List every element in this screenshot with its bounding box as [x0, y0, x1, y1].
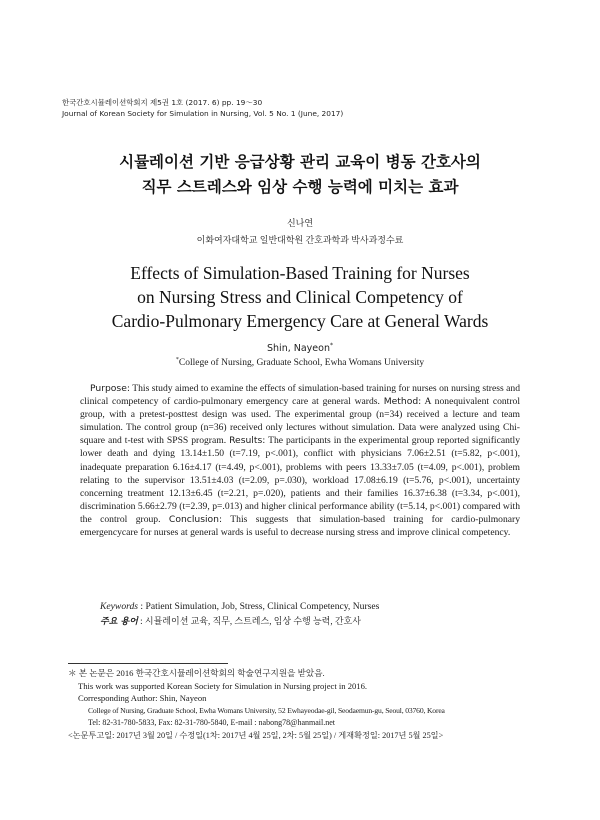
- keywords-text: : Patient Simulation, Job, Stress, Clinical Competency, Nurses: [138, 601, 380, 612]
- footnote-divider: [68, 663, 228, 664]
- korean-title: [0, 150, 600, 200]
- method-label: Method:: [383, 396, 422, 408]
- english-author: [0, 342, 600, 354]
- footnotes: [68, 667, 548, 743]
- funding-note-korean: ＊ 본 논문은 2016 한국간호시뮬레이션학회의 학술연구지원을 받았음.: [68, 668, 325, 678]
- results-text: The participants in the experimental group reported significantly lower death and dying 13.14±1.50 (t=7.19, p<.001), conflict with physicians 7.06±2.51 (t=5.82, p<.001), inadequate preparation 6.16±4.17 (t=4.49, p<.001), problems with peers 13.33±7.05 (t=4.09, p<.001), problem relating to the supervisor 13.51±4.03 (t=2.09, p=.030), workload 17.08±6.19 (t=5.76, p<.001), uncertainty concerning treatment 12.13±6.45 (t=2.21, p=.020), patients and their families 16.37±6.38 (t=3.34, p<.001), discrimination 5.66±2.79 (t=2.39, p=.013) and higher clinical performance ability (t=5.14, p<.001) compared with the control group.: [80, 435, 521, 525]
- keywords-korean: [100, 614, 361, 629]
- abstract: [80, 382, 520, 539]
- journal-header-english: Journal of Korean Society for Simulation in Nursing, Vol. 5 No. 1 (June, 2017): [62, 109, 344, 118]
- english-affiliation: [0, 357, 600, 368]
- corresponding-author: Corresponding Author: Shin, Nayeon: [78, 693, 207, 704]
- english-affiliation-text: College of Nursing, Graduate School, Ewha Womans University: [178, 358, 425, 369]
- korean-author: 신나연: [286, 218, 314, 228]
- english-title-line-2: on Nursing Stress and Clinical Competency of: [137, 287, 463, 307]
- corresponding-contact: Tel: 82-31-780-5833, Fax: 82-31-780-5840, E-mail : nabong78@hanmail.net: [88, 718, 335, 728]
- korean-title-line-2: 직무 스트레스와 임상 수행 능력에 미치는 효과: [141, 178, 459, 196]
- author-mark: *: [329, 342, 333, 349]
- journal-header: [62, 97, 343, 119]
- keywords-label: Keywords: [100, 601, 139, 612]
- korean-affiliation: 이화여자대학교 일반대학원 간호과학과 박사과정수료: [196, 235, 404, 245]
- submission-dates: <논문투고일: 2017년 3월 20일 / 수정일(1차: 2017년 4월 25일, 2차: 5월 25일) / 게재확정일: 2017년 5월 25일>: [68, 730, 444, 740]
- english-title-line-1: Effects of Simulation-Based Training for Nurses: [130, 263, 470, 283]
- journal-header-korean: 한국간호시뮬레이션학회지 제5권 1호 (2017. 6) pp. 19～30: [62, 98, 263, 107]
- korean-title-line-1: 시뮬레이션 기반 응급상황 관리 교육이 병동 간호사의: [119, 153, 481, 171]
- korean-keywords-text: : 시뮬레이션 교육, 직무, 스트레스, 임상 수행 능력, 간호사: [137, 616, 361, 626]
- method-text: A nonequivalent control group, with a pretest-posttest design was used. The experimental group (n=34) received a lecture and team simulation. The control group (n=36) received only lectures without simulation. Data were analyzed using Chi-square and t-test with SPSS program.: [80, 396, 520, 447]
- purpose-label: Purpose:: [90, 383, 130, 394]
- results-label: Results:: [229, 435, 266, 447]
- english-title: [0, 261, 600, 333]
- english-author-name: Shin, Nayeon: [267, 343, 330, 355]
- corresponding-address: College of Nursing, Graduate School, Ewha Womans University, 52 Ewhayeodae-gil, Seodaemun-gu, Seoul, 03760, Korea: [88, 705, 445, 715]
- affiliation-mark: *: [175, 357, 179, 363]
- keywords-english: [100, 600, 379, 614]
- conclusion-text: This suggests that simulation-based training for cardio-pulmonary emergencycare for nurses at general wards is useful to decrease nursing stress and improve clinical competency.: [80, 513, 521, 539]
- english-title-line-3: Cardio-Pulmonary Emergency Care at General Wards: [111, 311, 489, 331]
- korean-keywords-label: 주요 용어: [100, 617, 138, 627]
- conclusion-label: Conclusion:: [168, 513, 223, 525]
- funding-note-english: This work was supported Korean Society for Simulation in Nursing project in 2016.: [78, 680, 368, 691]
- purpose-text: This study aimed to examine the effects of simulation-based training for nurses on nursing stress and clinical competency of cardio-pulmonary emergency care at general wards.: [80, 383, 520, 408]
